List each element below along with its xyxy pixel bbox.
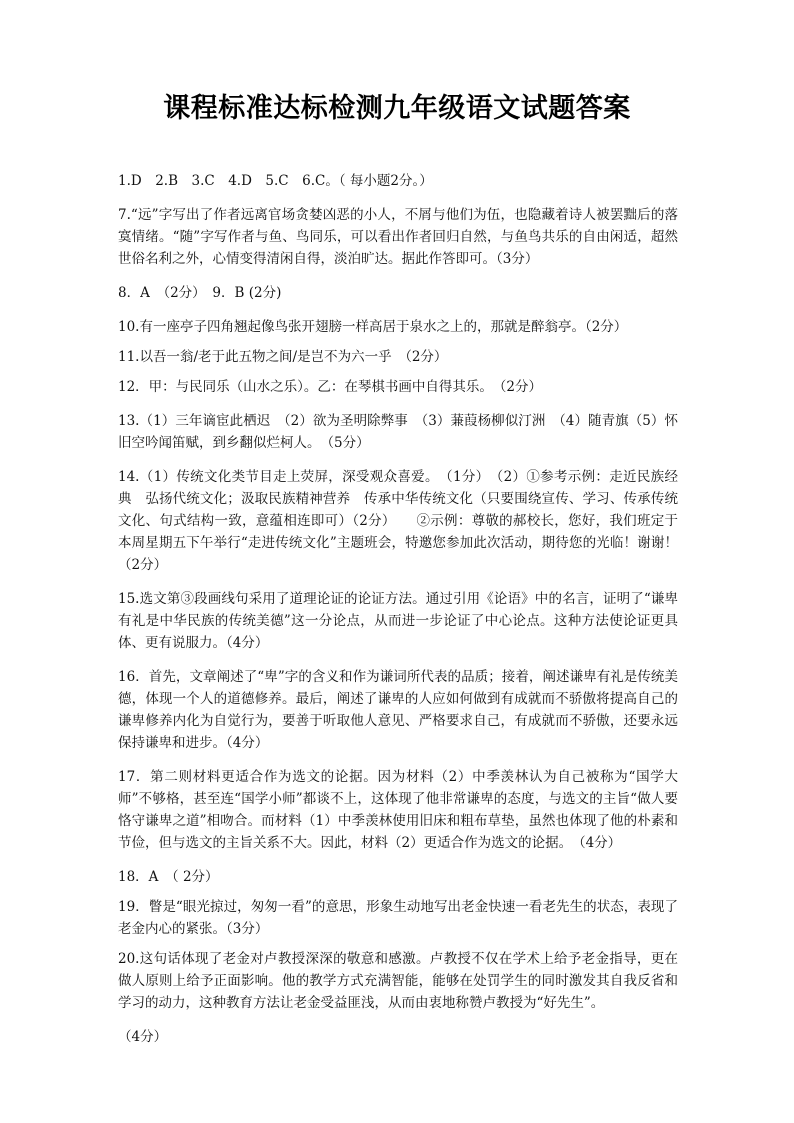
answer-20: 20.这句话体现了老金对卢教授深深的敬意和感激。卢教授不仅在学术上给予老金指导，更在做人原则上给予正面影响。他的教学方式充满智能，能够在处罚学生的同时激发其自我反省和学习的动力，这种教育方法让老金受益匪浅，从而由衷地称赞卢教授为“好先生”。 xyxy=(118,951,678,1011)
answer-13: 13.（1）三年谪宦此栖迟 （2）欲为圣明除弊事 （3）蒹葭杨柳似汀洲 （4）随青旗（5）怀旧空吟闻笛赋，到乡翻似烂柯人。 （5分） xyxy=(118,413,678,451)
answer-16: 16．首先，文章阐述了“卑”字的含义和作为谦词所代表的品质；接着，阐述谦卑有礼是传统美德，体现一个人的道德修养。最后，阐述了谦卑的人应如何做到有成就而不骄傲将提高自己的谦卑修养内化为自觉行为，要善于听取他人意见、严格要求自己，有成就而不骄傲，还要永远保持谦卑和进步。（4分） xyxy=(118,669,678,751)
answer-14: 14.（1）传统文化类节目走上荧屏，深受观众喜爱。 （1分） （2）①参考示例：走近民族经典 弘扬代统文化；汲取民族精神营养 传承中华传统文化（只要围绕宣传、学习、传承传统文化、句式结构一致，意蕴相连即可）（2分） ②示例：尊敬的郝校长，您好，我们班定于本周星期五下午举行“走进传统文化”主题班会，特邀您参加此次活动，期待您的光临！谢谢！（2分） xyxy=(118,469,678,573)
answer-18: 18．A （ 2分） xyxy=(118,869,219,885)
answer-19: 19．瞥是“眼光掠过，匆匆一看”的意思，形象生动地写出老金快速一看老先生的状态，表现了老金内心的紧张。（3分） xyxy=(118,899,678,937)
answer-20-score: （4分） xyxy=(118,1029,168,1045)
answer-17: 17．第二则材料更适合作为选文的论据。因为材料（2）中季羡林认为自己被称为“国学大师”不够格，甚至连“国学小师”都谈不上，这体现了他非常谦卑的态度，与选文的主旨“做人要恪守谦卑之道”相吻合。而材料（1）中季羡林使用旧床和粗布草垫，虽然也体现了他的朴素和节俭，但与选文的主旨关系不大。因此，材料（2）更适合作为选文的论据。 （4分） xyxy=(118,769,678,851)
answer-8-9: 8．A （2分） 9．B (2分) xyxy=(118,285,282,301)
answer-12: 12．甲：与民同乐（山水之乐）。乙：在琴棋书画中自得其乐。 （2分） xyxy=(118,379,543,395)
answer-10: 10.有一座亭子四角翘起像鸟张开翅膀一样高居于泉水之上的，那就是醉翁亭。（2分） xyxy=(118,319,628,335)
answer-list xyxy=(118,170,678,1060)
answer-7: 7.“远”字写出了作者远离官场贪婪凶恶的小人，不屑与他们为伍，也隐藏着诗人被罢黜后的落寞情绪。“随”字写作者与鱼、鸟同乐，可以看出作者回归自然，与鱼鸟共乐的自由闲适，超然世俗名利之外，心情变得清闲自得，淡泊旷达。据此作答即可。（3分） xyxy=(118,207,678,267)
answer-11: 11.以吾一翁/老于此五物之间/是岂不为六一乎 （2分） xyxy=(118,349,448,365)
answer-1-6: 1.D 2.B 3.C 4.D 5.C 6.C。（ 每小题2分。） xyxy=(118,173,433,189)
answer-15: 15.选文第③段画线句采用了道理论证的论证方法。通过引用《论语》中的名言，证明了“谦卑有礼是中华民族的传统美德”这一分论点，从而进一步论证了中心论点。这种方法使论证更具体、更有说服力。（4分） xyxy=(118,591,678,651)
page-title: 课程标准达标检测九年级语文试题答案 xyxy=(163,93,631,124)
